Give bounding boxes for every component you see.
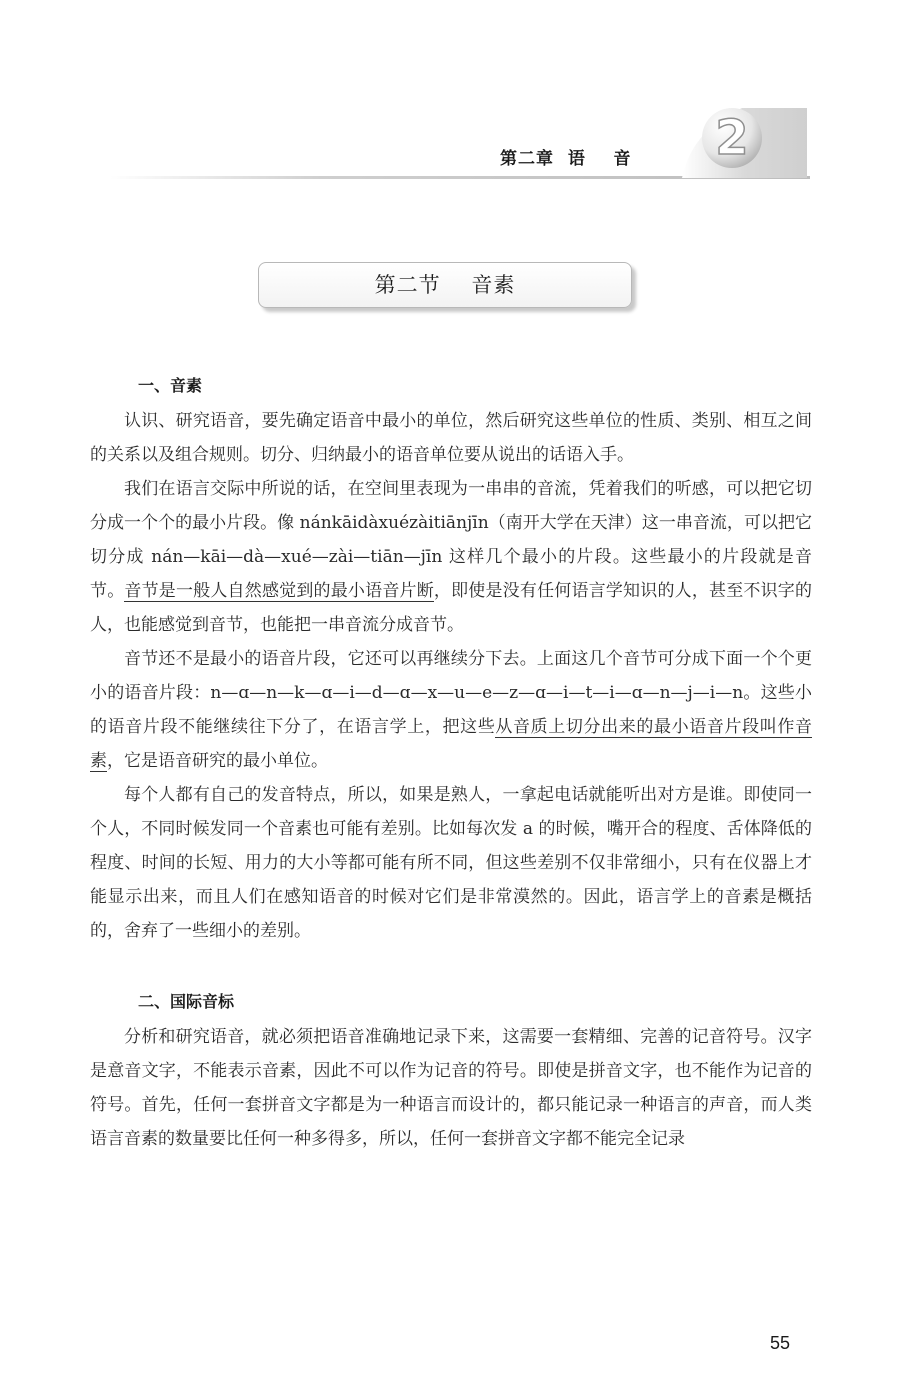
paragraph-text: 我们在语言交际中所说的话，在空间里表现为一串串的音流，凭着我们的听感，可以把它切分成一个个的最小片段。像 nánkāidàxuézàitiānjīn（南开大学在天津）这一串音流，可以把它切分成 nán—kāi—dà—xué—zài—tiān—jīn 这样几个最小的片段。这些最小的片段就是音节。 bbox=[90, 479, 812, 601]
chapter-number: 2 bbox=[715, 110, 749, 166]
underlined-definition-phoneme: 从音质上切分出来的最小语音片段叫作音素 bbox=[90, 717, 812, 771]
paragraph bbox=[90, 472, 812, 642]
paragraph: 认识、研究语音，要先确定语音中最小的单位，然后研究这些单位的性质、类别、相互之间的关系以及组合规则。切分、归纳最小的语音单位要从说出的话语入手。 bbox=[90, 411, 812, 465]
page-header bbox=[0, 0, 900, 200]
section-title-box bbox=[258, 262, 632, 308]
subsection-heading-phoneme: 一、音素 bbox=[138, 376, 203, 395]
chapter-number-badge bbox=[672, 100, 807, 178]
chapter-title: 第二章 语 音 bbox=[500, 149, 632, 169]
paragraph: 每个人都有自己的发音特点，所以，如果是熟人，一拿起电话就能听出对方是谁。即使同一个人，不同时候发同一个音素也可能有差别。比如每次发 a 的时候，嘴开合的程度、舌体降低的程度、时间的长短、用力的大小等都可能有所不同，但这些差别不仅非常细小，只有在仪器上才能显示出来，而且人们在感知语音的时候对它们是非常漠然的。因此，语言学上的音素是概括的，舍弃了一些细小的差别。 bbox=[90, 785, 812, 941]
paragraph bbox=[90, 642, 812, 778]
paragraph-text: ，即使是没有任何语言学知识的人，甚至不识字的人，也能感觉到音节，也能把一串音流分成音节。 bbox=[90, 581, 813, 635]
subsection-heading-ipa: 二、国际音标 bbox=[138, 992, 235, 1011]
paragraph-text: 音节还不是最小的语音片段，它还可以再继续分下去。上面这几个音节可分成下面一个个更小的语音片段：n—ɑ—n—k—ɑ—i—d—ɑ—x—u—e—z—ɑ—i—t—i—ɑ—n—j—i—n。这些小的语音片段不能继续往下分了，在语言学上，把这些 bbox=[90, 649, 812, 737]
paragraph-text: ，它是语音研究的最小单位。 bbox=[107, 751, 328, 771]
paragraph: 分析和研究语音，就必须把语音准确地记录下来，这需要一套精细、完善的记音符号。汉字是意音文字，不能表示音素，因此不可以作为记音的符号。即使是拼音文字，也不能作为记音的符号。首先，任何一套拼音文字都是为一种语言而设计的，都只能记录一种语言的声音，而人类语言音素的数量要比任何一种多得多，所以，任何一套拼音文字都不能完全记录 bbox=[90, 1027, 812, 1149]
underlined-definition-syllable: 音节是一般人自然感觉到的最小语音片断 bbox=[124, 581, 434, 601]
main-text bbox=[90, 368, 812, 1156]
section-title: 第二节 音素 bbox=[374, 273, 516, 297]
page-number: 55 bbox=[770, 1333, 791, 1353]
